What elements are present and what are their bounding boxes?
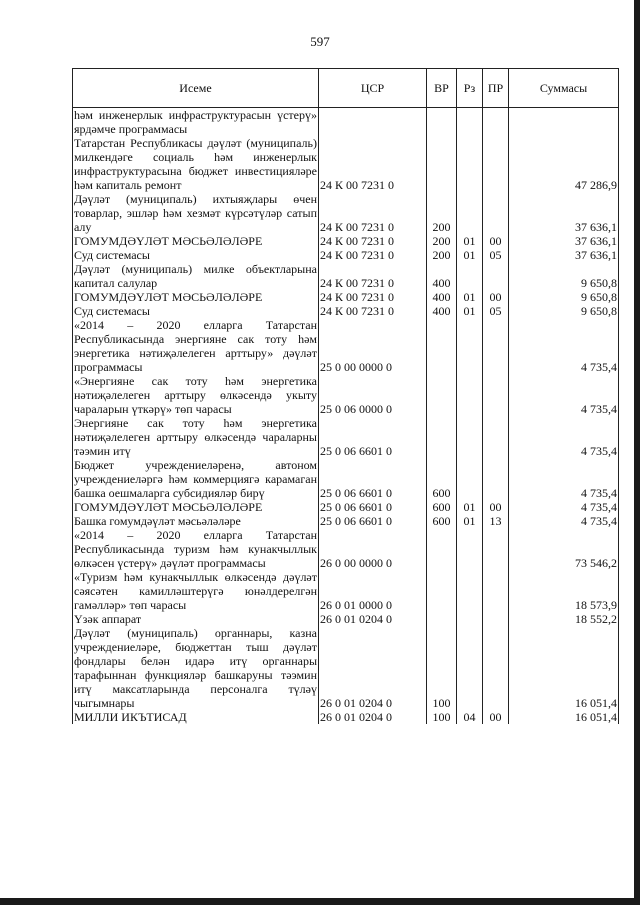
row-vr-cell bbox=[427, 374, 457, 416]
row-sum-cell: 4 735,4 bbox=[509, 318, 619, 374]
row-vr-cell: 400 bbox=[427, 304, 457, 318]
row-pr-cell bbox=[483, 570, 509, 612]
row-vr-cell bbox=[427, 528, 457, 570]
column-header-pr: ПР bbox=[483, 69, 509, 108]
row-rz-cell bbox=[457, 136, 483, 192]
row-pr-cell: 00 bbox=[483, 290, 509, 304]
row-sum-cell: 9 650,8 bbox=[509, 290, 619, 304]
row-rz-cell bbox=[457, 192, 483, 234]
row-rz-cell bbox=[457, 458, 483, 500]
row-code-cell: 25 0 06 6601 0 bbox=[319, 500, 427, 514]
row-sum-cell: 47 286,9 bbox=[509, 136, 619, 192]
row-rz-cell: 01 bbox=[457, 500, 483, 514]
row-sum-cell: 4 735,4 bbox=[509, 500, 619, 514]
row-name-cell: һәм инженерлык инфраструктурасын үстерү» ярдәмче программасы bbox=[74, 108, 317, 136]
row-pr-cell bbox=[483, 416, 509, 458]
row-name-cell: ГОМУМДӘҮЛӘТ МӘСЬӘЛӘЛӘРЕ bbox=[73, 234, 319, 248]
scan-edge-right bbox=[634, 0, 640, 905]
row-name-cell: Энергияне сак тоту һәм энергетика нәтиҗәлелеген арттыру өлкәсендә чараларны тәэмин итү bbox=[74, 416, 317, 458]
row-name-cell: Бюджет учреждениеләренә, автоном учреждениеләргә һәм коммерциягә карамаган башка оешмаларга субсидияләр бирү bbox=[74, 458, 317, 500]
row-code-cell: 26 0 01 0204 0 bbox=[319, 626, 427, 710]
table-row bbox=[73, 710, 619, 724]
row-sum-cell: 4 735,4 bbox=[509, 514, 619, 528]
row-sum-cell: 4 735,4 bbox=[509, 458, 619, 500]
row-rz-cell bbox=[457, 626, 483, 710]
row-pr-cell bbox=[483, 136, 509, 192]
row-sum-cell bbox=[509, 108, 619, 137]
row-code-cell: 24 К 00 7231 0 bbox=[319, 136, 427, 192]
row-name-cell: Суд системасы bbox=[73, 248, 319, 262]
row-rz-cell bbox=[457, 262, 483, 290]
row-sum-cell: 37 636,1 bbox=[509, 234, 619, 248]
row-pr-cell bbox=[483, 626, 509, 710]
row-vr-cell: 600 bbox=[427, 514, 457, 528]
row-vr-cell: 400 bbox=[427, 290, 457, 304]
table-row bbox=[73, 612, 619, 626]
row-code-cell: 24 К 00 7231 0 bbox=[319, 248, 427, 262]
row-code-cell bbox=[319, 108, 427, 137]
row-rz-cell bbox=[457, 528, 483, 570]
row-vr-cell: 400 bbox=[427, 262, 457, 290]
row-pr-cell bbox=[483, 108, 509, 137]
row-pr-cell: 05 bbox=[483, 248, 509, 262]
row-code-cell: 24 К 00 7231 0 bbox=[319, 234, 427, 248]
scan-edge-bottom bbox=[0, 898, 640, 905]
row-name-cell: Суд системасы bbox=[73, 304, 319, 318]
table-row bbox=[73, 514, 619, 528]
row-rz-cell bbox=[457, 570, 483, 612]
row-rz-cell: 04 bbox=[457, 710, 483, 724]
table-row bbox=[73, 500, 619, 514]
row-sum-cell: 16 051,4 bbox=[509, 626, 619, 710]
table-row bbox=[73, 136, 619, 192]
row-pr-cell bbox=[483, 318, 509, 374]
row-rz-cell: 01 bbox=[457, 514, 483, 528]
table-row bbox=[73, 248, 619, 262]
row-rz-cell bbox=[457, 374, 483, 416]
column-header-name: Исеме bbox=[73, 69, 319, 108]
row-name-cell: Үзәк аппарат bbox=[73, 612, 319, 626]
row-name-cell: Дәүләт (муниципаль) ихтыяҗлары өчен товарлар, эшләр һәм хезмәт күрсәтүләр сатып алу bbox=[74, 192, 317, 234]
table-header-row bbox=[73, 69, 619, 108]
row-pr-cell: 00 bbox=[483, 234, 509, 248]
column-header-sum: Суммасы bbox=[509, 69, 619, 108]
table-row bbox=[73, 290, 619, 304]
table-row bbox=[73, 318, 619, 374]
row-code-cell: 25 0 06 6601 0 bbox=[319, 416, 427, 458]
row-code-cell: 24 К 00 7231 0 bbox=[319, 304, 427, 318]
row-code-cell: 24 К 00 7231 0 bbox=[319, 262, 427, 290]
row-code-cell: 25 0 06 6601 0 bbox=[319, 514, 427, 528]
row-code-cell: 26 0 01 0204 0 bbox=[319, 710, 427, 724]
row-code-cell: 25 0 06 6601 0 bbox=[319, 458, 427, 500]
row-vr-cell: 200 bbox=[427, 192, 457, 234]
row-vr-cell bbox=[427, 570, 457, 612]
row-code-cell: 25 0 06 0000 0 bbox=[319, 374, 427, 416]
row-name-cell: МИЛЛИ ИКЪТИСАД bbox=[73, 710, 319, 724]
row-pr-cell bbox=[483, 374, 509, 416]
row-pr-cell: 13 bbox=[483, 514, 509, 528]
row-vr-cell bbox=[427, 136, 457, 192]
row-sum-cell: 37 636,1 bbox=[509, 248, 619, 262]
row-rz-cell bbox=[457, 416, 483, 458]
row-code-cell: 26 0 01 0000 0 bbox=[319, 570, 427, 612]
row-name-cell: Башка гомумдәүләт мәсьәләләре bbox=[73, 514, 319, 528]
row-name-cell: ГОМУМДӘҮЛӘТ МӘСЬӘЛӘЛӘРЕ bbox=[73, 500, 319, 514]
row-rz-cell: 01 bbox=[457, 304, 483, 318]
row-rz-cell: 01 bbox=[457, 248, 483, 262]
row-sum-cell: 73 546,2 bbox=[509, 528, 619, 570]
row-pr-cell bbox=[483, 192, 509, 234]
row-code-cell: 24 К 00 7231 0 bbox=[319, 192, 427, 234]
column-header-vr: ВР bbox=[427, 69, 457, 108]
row-sum-cell: 4 735,4 bbox=[509, 374, 619, 416]
column-header-rz: Рз bbox=[457, 69, 483, 108]
table-body bbox=[73, 108, 619, 725]
row-rz-cell: 01 bbox=[457, 234, 483, 248]
table-row bbox=[73, 626, 619, 710]
page-number: 597 bbox=[310, 34, 330, 49]
row-sum-cell: 9 650,8 bbox=[509, 262, 619, 290]
row-rz-cell bbox=[457, 612, 483, 626]
row-sum-cell: 16 051,4 bbox=[509, 710, 619, 724]
row-pr-cell bbox=[483, 612, 509, 626]
row-vr-cell: 100 bbox=[427, 626, 457, 710]
row-vr-cell bbox=[427, 612, 457, 626]
row-name-cell: «2014 – 2020 елларга Татарстан Республикасында туризм һәм кунакчыллык өлкәсен үстерү» дәүләт программасы bbox=[74, 528, 317, 570]
row-pr-cell bbox=[483, 262, 509, 290]
row-name-cell: ГОМУМДӘҮЛӘТ МӘСЬӘЛӘЛӘРЕ bbox=[73, 290, 319, 304]
table-row bbox=[73, 234, 619, 248]
row-rz-cell bbox=[457, 108, 483, 137]
row-rz-cell: 01 bbox=[457, 290, 483, 304]
row-name-cell: Татарстан Республикасы дәүләт (муниципаль) милкендәге социаль һәм инженерлык инфраструктурасына бюджет инвестицияләре һәм капиталь ремонт bbox=[74, 136, 317, 192]
row-sum-cell: 18 552,2 bbox=[509, 612, 619, 626]
row-name-cell: «Туризм һәм кунакчыллык өлкәсендә дәүләт сәясәтен камилләштерүгә юнәлдерелгән гамәлләр» төп чарасы bbox=[74, 570, 317, 612]
table-row bbox=[73, 416, 619, 458]
row-code-cell: 26 0 01 0204 0 bbox=[319, 612, 427, 626]
row-vr-cell bbox=[427, 108, 457, 137]
row-code-cell: 25 0 00 0000 0 bbox=[319, 318, 427, 374]
row-pr-cell: 00 bbox=[483, 500, 509, 514]
row-vr-cell bbox=[427, 416, 457, 458]
row-code-cell: 24 К 00 7231 0 bbox=[319, 290, 427, 304]
row-sum-cell: 18 573,9 bbox=[509, 570, 619, 612]
row-name-cell: «Энергияне сак тоту һәм энергетика нәтиҗәлелеген арттыру өлкәсендә укыту чараларын үткәрү» төп чарасы bbox=[74, 374, 317, 416]
column-header-csr: ЦСР bbox=[319, 69, 427, 108]
table-row bbox=[73, 458, 619, 500]
row-name-cell: Дәүләт (муниципаль) органнары, казна учреждениеләре, бюджеттан тыш дәүләт фондлары белән идарә итү органнары тарафыннан функцияләр башкаруны тәэмин итү максатларында персоналга түләү чыгымнары bbox=[74, 626, 317, 710]
row-name-cell: Дәүләт (муниципаль) милке объектларына капитал салулар bbox=[74, 262, 317, 290]
table-row bbox=[73, 262, 619, 290]
row-pr-cell bbox=[483, 458, 509, 500]
row-vr-cell: 200 bbox=[427, 248, 457, 262]
row-pr-cell bbox=[483, 528, 509, 570]
table-row bbox=[73, 192, 619, 234]
row-vr-cell: 200 bbox=[427, 234, 457, 248]
budget-table bbox=[72, 68, 619, 724]
row-vr-cell bbox=[427, 318, 457, 374]
table-row bbox=[73, 374, 619, 416]
row-sum-cell: 9 650,8 bbox=[509, 304, 619, 318]
row-vr-cell: 600 bbox=[427, 458, 457, 500]
table-row bbox=[73, 528, 619, 570]
row-code-cell: 26 0 00 0000 0 bbox=[319, 528, 427, 570]
row-pr-cell: 05 bbox=[483, 304, 509, 318]
row-rz-cell bbox=[457, 318, 483, 374]
table-row bbox=[73, 108, 619, 137]
table-row bbox=[73, 304, 619, 318]
row-sum-cell: 37 636,1 bbox=[509, 192, 619, 234]
table-row bbox=[73, 570, 619, 612]
row-name-cell: «2014 – 2020 елларга Татарстан Республикасында энергияне сак тоту һәм энергетика нәтиҗәлелеген арттыру» дәүләт программасы bbox=[74, 318, 317, 374]
row-pr-cell: 00 bbox=[483, 710, 509, 724]
row-vr-cell: 600 bbox=[427, 500, 457, 514]
row-vr-cell: 100 bbox=[427, 710, 457, 724]
row-sum-cell: 4 735,4 bbox=[509, 416, 619, 458]
